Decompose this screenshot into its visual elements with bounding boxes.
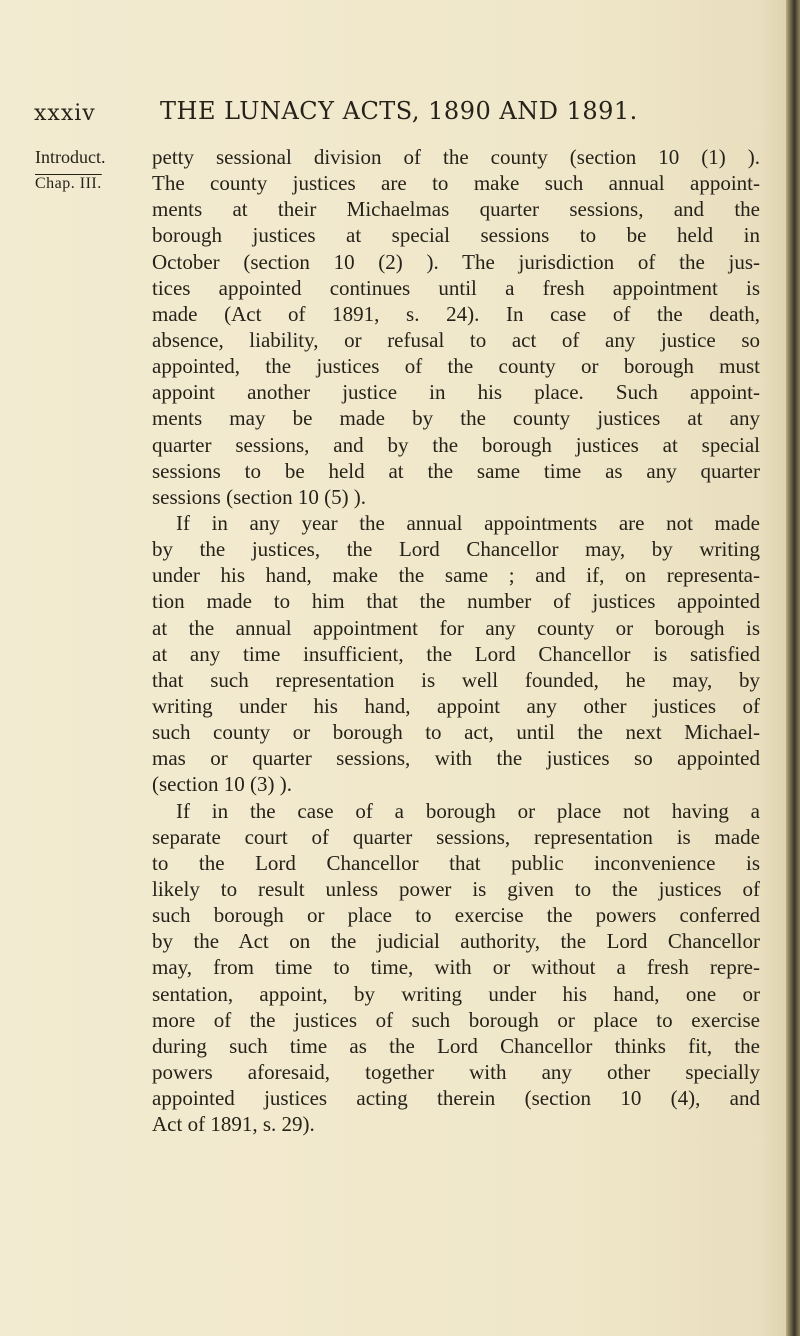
text-line: borough justices at special sessions to be held in [152, 223, 760, 248]
text-line: quarter sessions, and by the borough justices at special [152, 432, 760, 457]
text-line: made (Act of 1891, s. 24). In case of the death, [152, 301, 760, 326]
text-line: more of the justices of such borough or place to exercise [152, 1007, 760, 1032]
text-line: mas or quarter sessions, with the justices so appointed [152, 746, 760, 771]
body-text [152, 144, 760, 1137]
margin-notes [35, 146, 145, 198]
running-title: THE LUNACY ACTS, 1890 AND 1891. [160, 97, 638, 125]
text-line: If in any year the annual appointments are not made [176, 510, 760, 535]
text-line: ments at their Michaelmas quarter sessions, and the [152, 197, 760, 222]
text-line: Act of 1891, s. 29). [152, 1112, 315, 1137]
margin-note-chapter: Chap. III. [35, 175, 102, 192]
text-line: powers aforesaid, together with any other specially [152, 1059, 760, 1084]
text-line: during such time as the Lord Chancellor thinks fit, the [152, 1033, 760, 1058]
text-line: appointed justices acting therein (section 10 (4), and [152, 1086, 760, 1111]
text-line: (section 10 (3) ). [152, 772, 292, 797]
text-line: The county justices are to make such annual appoint- [152, 171, 760, 196]
text-line: sentation, appoint, by writing under his hand, one or [152, 981, 760, 1006]
text-line: petty sessional division of the county (section 10 (1) ). [152, 145, 760, 169]
text-line: writing under his hand, appoint any other justices of [152, 693, 760, 718]
text-line: appointed, the justices of the county or borough must [152, 354, 760, 379]
text-line: tion made to him that the number of justices appointed [152, 589, 760, 614]
text-line: may, from time to time, with or without a fresh repre- [152, 955, 760, 980]
text-line: October (section 10 (2) ). The jurisdiction of the jus- [152, 249, 760, 274]
text-line: ments may be made by the county justices at any [152, 406, 760, 431]
text-line: sessions to be held at the same time as any quarter [152, 458, 760, 483]
paragraph [152, 798, 760, 1138]
paragraph [152, 510, 760, 798]
text-line: by the justices, the Lord Chancellor may, by writing [152, 537, 760, 562]
text-line: to the Lord Chancellor that public inconvenience is [152, 850, 760, 875]
margin-note-introduction: Introduct. [35, 147, 106, 167]
text-line: If in the case of a borough or place not having a [176, 798, 760, 823]
text-line: by the Act on the judicial authority, the Lord Chancellor [152, 929, 760, 954]
text-line: that such representation is well founded, he may, by [152, 667, 760, 692]
text-line: absence, liability, or refusal to act of any justice so [152, 327, 760, 352]
text-line: at any time insufficient, the Lord Chancellor is satisfied [152, 641, 760, 666]
text-line: at the annual appointment for any county or borough is [152, 615, 760, 640]
text-line: under his hand, make the same ; and if, on representa- [152, 563, 760, 588]
text-line: separate court of quarter sessions, representation is made [152, 824, 760, 849]
page-number: xxxiv [34, 101, 96, 126]
text-line: tices appointed continues until a fresh appointment is [152, 275, 760, 300]
text-line: such borough or place to exercise the powers conferred [152, 903, 760, 928]
text-line: such county or borough to act, until the next Michael- [152, 720, 760, 745]
page-header [0, 0, 800, 140]
page-edge [786, 0, 800, 1336]
paragraph [152, 144, 760, 510]
text-line: appoint another justice in his place. Such appoint- [152, 380, 760, 405]
text-line: likely to result unless power is given to the justices of [152, 876, 760, 901]
text-line: sessions (section 10 (5) ). [152, 484, 367, 509]
